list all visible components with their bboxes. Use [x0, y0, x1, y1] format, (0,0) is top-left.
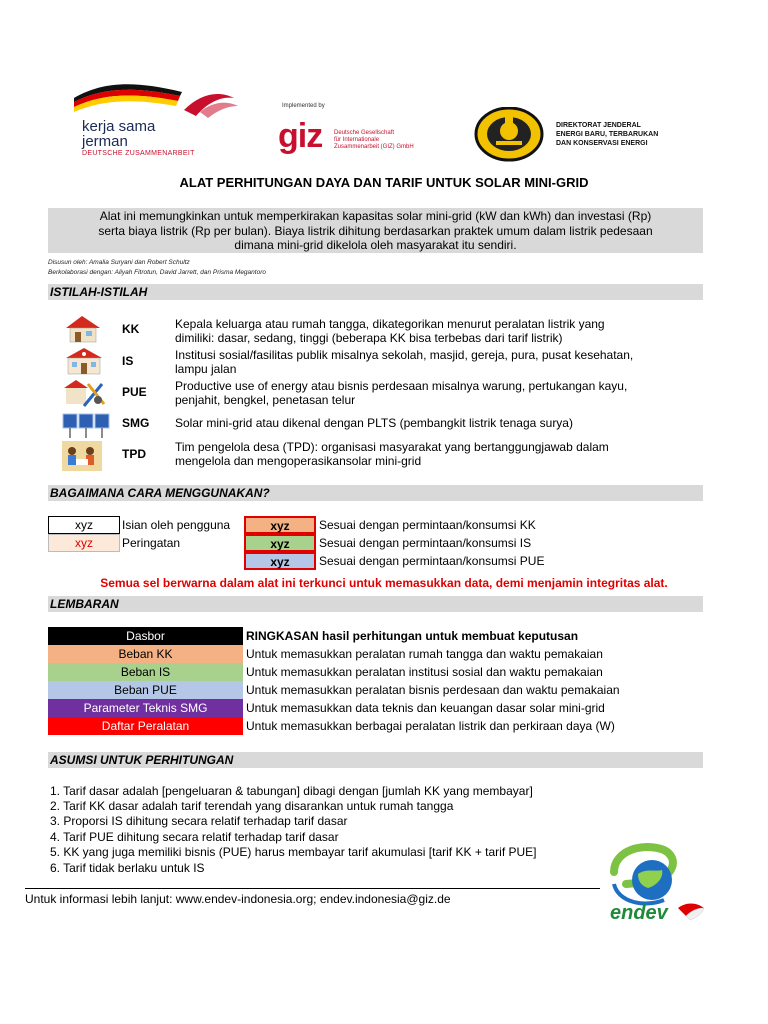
sheet-link-beban-pue[interactable]: Beban PUE	[48, 681, 243, 699]
sheet-link-parameter-teknis[interactable]: Parameter Teknis SMG	[48, 699, 243, 717]
legend-warning-cell: xyz	[48, 534, 120, 552]
implemented-by-text: Implemented by	[282, 103, 325, 109]
footer-divider	[25, 888, 600, 889]
giz-mark: giz	[278, 117, 323, 155]
legend-warning-label: Peringatan	[122, 536, 181, 550]
assumption-item: 5. KK yang juga memiliki bisnis (PUE) harus membayar tarif akumulasi [tarif KK + tarif PUE]	[50, 845, 537, 859]
term-smg-desc: Solar mini-grid atau dikenal dengan PLTS (pembangkit listrik tenaga surya)	[175, 416, 573, 430]
house-icon	[62, 314, 106, 344]
solar-panel-icon	[62, 410, 106, 440]
sheet-link-beban-is[interactable]: Beban IS	[48, 663, 243, 681]
authors-credit: Disusun oleh: Amalia Suryani dan Robert Schultz	[48, 259, 190, 266]
sheet-link-dasbor[interactable]: Dasbor	[48, 627, 243, 645]
flag-swoosh-icon	[72, 80, 242, 120]
page-title: ALAT PERHITUNGAN DAYA DAN TARIF UNTUK SOLAR MINI-GRID	[179, 175, 589, 190]
legend-is-cell: xyz	[244, 534, 316, 552]
legend-input-cell: xyz	[48, 516, 120, 534]
term-pue: PUE	[122, 385, 147, 399]
kerja-sama-text: kerja sama	[82, 118, 156, 135]
endev-logo	[604, 842, 708, 928]
assumption-item: 6. Tarif tidak berlaku untuk IS	[50, 861, 205, 875]
term-is: IS	[122, 354, 134, 368]
legend-pue-cell: xyz	[244, 552, 316, 570]
sheet-link-daftar-peralatan[interactable]: Daftar Peralatan	[48, 717, 243, 735]
term-kk-desc: Kepala keluarga atau rumah tangga, dikategorikan menurut peralatan listrik yang dimiliki: dasar, sedang, tinggi (beberapa KK bisa terbebas dari tarif listrik)	[175, 317, 605, 345]
tools-icon	[62, 378, 106, 408]
esdm-directorate-text: DIREKTORAT JENDERAL ENERGI BARU, TERBARUKAN DAN KONSERVASI ENERGI	[556, 122, 659, 147]
kerja-sama-jerman-logo	[72, 80, 242, 165]
sheet-desc-beban-pue: Untuk memasukkan peralatan bisnis perdesaan dan waktu pemakaian	[246, 683, 620, 697]
intro-description: Alat ini memungkinkan untuk memperkirakan kapasitas solar mini-grid (kW dan kWh) dan investasi (Rp) serta biaya listrik (Rp per bulan). Biaya listrik dihitung berdasarkan praktek umum dalam listrik pedesaan dimana mini-grid dikelola oleh masyarakat itu sendiri.	[48, 208, 703, 253]
sheet-link-beban-kk[interactable]: Beban KK	[48, 645, 243, 663]
jerman-text: jerman	[82, 133, 128, 150]
term-pue-desc: Productive use of energy atau bisnis perdesaan misalnya warung, pertukangan kayu, penjahit, bengkel, penetasan telur	[175, 379, 628, 407]
section-terms: ISTILAH-ISTILAH	[48, 284, 703, 300]
section-assumptions: ASUMSI UNTUK PERHITUNGAN	[48, 752, 703, 768]
collaborators-credit: Berkolaborasi dengan: Aliyah Fitrotun, David Jarrett, dan Prisma Megantoro	[48, 269, 266, 276]
term-tpd-desc: Tim pengelola desa (TPD): organisasi masyarakat yang bertanggungjawab dalam mengelola dan mengoperasikansolar mini-grid	[175, 440, 609, 468]
assumption-item: 1. Tarif dasar adalah [pengeluaran & tabungan] dibagi dengan [jumlah KK yang membayar]	[50, 784, 533, 798]
footer-contact: Untuk informasi lebih lanjut: www.endev-indonesia.org; endev.indonesia@giz.de	[25, 892, 451, 906]
legend-kk-label: Sesuai dengan permintaan/konsumsi KK	[319, 518, 536, 532]
endev-text: endev	[610, 902, 668, 924]
assumption-item: 2. Tarif KK dasar adalah tarif terendah yang disarankan untuk rumah tangga	[50, 799, 454, 813]
lock-warning: Semua sel berwarna dalam alat ini terkunci untuk memasukkan data, demi menjamin integritas alat.	[100, 576, 668, 590]
sheet-desc-beban-kk: Untuk memasukkan peralatan rumah tangga dan waktu pemakaian	[246, 647, 603, 661]
sheet-desc-beban-is: Untuk memasukkan peralatan institusi sosial dan waktu pemakaian	[246, 665, 603, 679]
legend-pue-label: Sesuai dengan permintaan/konsumsi PUE	[319, 554, 545, 568]
sheet-desc-daftar-peralatan: Untuk memasukkan berbagai peralatan listrik dan perkiraan daya (W)	[246, 719, 615, 733]
deutsche-zusammenarbeit-text: DEUTSCHE ZUSAMMENARBEIT	[82, 150, 195, 157]
section-sheets: LEMBARAN	[48, 596, 703, 612]
sheet-desc-parameter-teknis: Untuk memasukkan data teknis dan keuangan dasar solar mini-grid	[246, 701, 605, 715]
term-smg: SMG	[122, 416, 150, 430]
legend-input-label: Isian oleh pengguna	[122, 518, 231, 532]
term-is-desc: Institusi sosial/fasilitas publik misalnya sekolah, masjid, gereja, pura, pusat kesehatan, lampu jalan	[175, 348, 634, 376]
giz-logo	[278, 103, 438, 163]
community-icon	[62, 441, 106, 471]
sheet-desc-dasbor: RINGKASAN hasil perhitungan untuk membuat keputusan	[246, 629, 579, 643]
legend-is-label: Sesuai dengan permintaan/konsumsi IS	[319, 536, 532, 550]
section-howto: BAGAIMANA CARA MENGGUNAKAN?	[48, 485, 703, 501]
term-kk: KK	[122, 322, 140, 336]
giz-fullname: Deutsche Gesellschaft für Internationale Zusammenarbeit (GIZ) GmbH	[334, 130, 414, 150]
institution-icon	[62, 346, 106, 376]
assumption-item: 3. Proporsi IS dihitung secara relatif terhadap tarif dasar	[50, 814, 348, 828]
esdm-emblem-icon	[474, 107, 544, 162]
legend-kk-cell: xyz	[244, 516, 316, 534]
assumption-item: 4. Tarif PUE dihitung secara relatif terhadap tarif dasar	[50, 830, 339, 844]
term-tpd: TPD	[122, 447, 146, 461]
